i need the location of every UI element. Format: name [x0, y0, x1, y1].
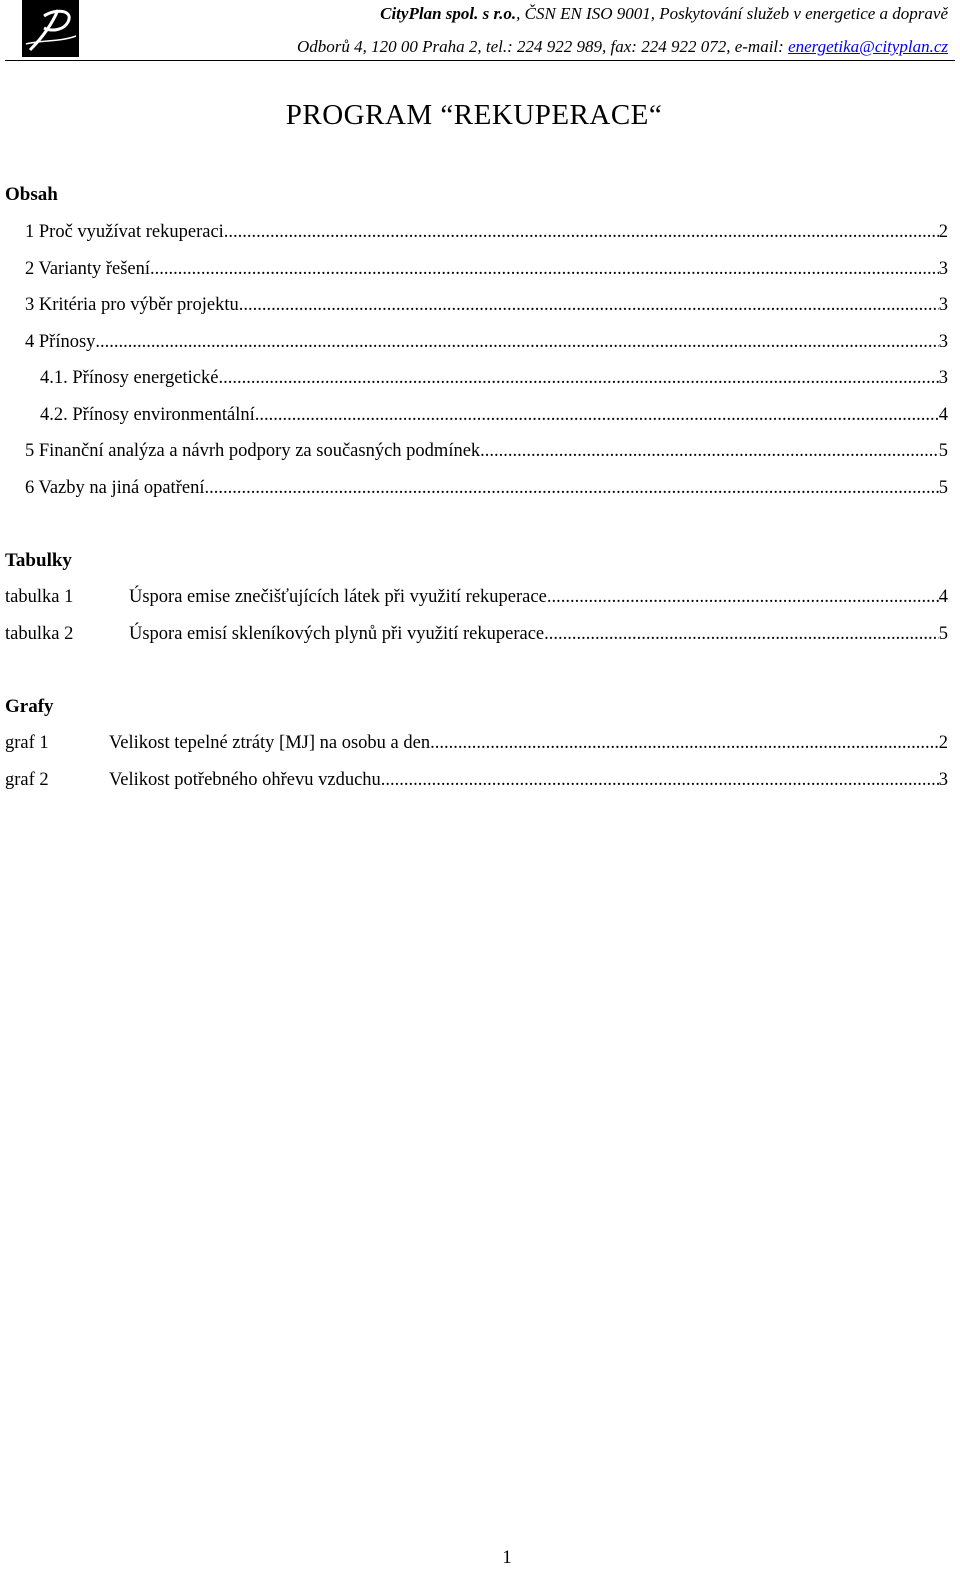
header-divider	[5, 60, 955, 61]
table-number: tabulka 1	[5, 587, 74, 607]
graph-number: graf 1	[5, 733, 49, 753]
toc-entry[interactable]	[25, 478, 948, 502]
toc-entry-label: 3 Kritéria pro výběr projektu	[25, 295, 239, 315]
toc-entry-page: 5	[938, 478, 948, 498]
table-list-entry[interactable]	[5, 587, 948, 611]
toc-entry[interactable]	[25, 259, 948, 283]
toc-dot-leader	[239, 295, 939, 316]
table-page: 5	[938, 624, 948, 644]
tables-heading: Tabulky	[5, 550, 72, 571]
document-title: PROGRAM “REKUPERACE“	[285, 99, 663, 131]
toc-entry-label: 6 Vazby na jiná opatření	[25, 478, 205, 498]
graph-page: 3	[938, 770, 948, 790]
toc-entry[interactable]	[25, 222, 948, 246]
table-list-entry[interactable]	[5, 624, 948, 648]
header-contact-line	[0, 37, 948, 57]
table-number: tabulka 2	[5, 624, 74, 644]
toc-entry[interactable]	[40, 368, 948, 392]
table-caption: Úspora emise znečišťujících látek při využití rekuperace	[129, 587, 547, 607]
toc-entry-label: 1 Proč využívat rekuperaci	[25, 222, 224, 242]
toc-entry-page: 5	[938, 441, 948, 461]
graph-number: graf 2	[5, 770, 49, 790]
contact-address: Odborů 4, 120 00 Praha 2, tel.: 224 922 989, fax: 224 922 072, e-mail:	[296, 37, 789, 56]
toc-entry[interactable]	[25, 441, 948, 465]
table-caption: Úspora emisí skleníkových plynů při využití rekuperace	[129, 624, 545, 644]
toc-entry[interactable]	[25, 295, 948, 319]
toc-dot-leader	[544, 624, 939, 645]
graph-caption: Velikost potřebného ohřevu vzduchu	[109, 770, 381, 790]
graph-list-entry[interactable]	[5, 770, 948, 794]
toc-dot-leader	[430, 733, 939, 754]
toc-entry-label: 2 Varianty řešení	[25, 259, 151, 279]
graph-list-entry[interactable]	[5, 733, 948, 757]
header-company-line	[0, 4, 948, 24]
graph-page: 2	[938, 733, 948, 753]
toc-entry-label: 4 Přínosy	[25, 332, 96, 352]
toc-entry-label: 5 Finanční analýza a návrh podpory za současných podmínek	[25, 441, 481, 461]
toc-entry-page: 3	[938, 368, 948, 388]
toc-entry-page: 4	[938, 405, 948, 425]
toc-entry[interactable]	[40, 405, 948, 429]
toc-dot-leader	[547, 587, 939, 608]
toc-dot-leader	[204, 478, 938, 499]
toc-dot-leader	[255, 405, 939, 426]
graphs-heading: Grafy	[5, 696, 54, 717]
company-name: CityPlan spol. s r.o.	[380, 4, 517, 23]
table-page: 4	[938, 587, 948, 607]
email-link[interactable]: energetika@cityplan.cz	[788, 37, 948, 56]
contents-heading: Obsah	[5, 184, 58, 205]
toc-entry-page: 3	[938, 332, 948, 352]
toc-entry-page: 3	[938, 295, 948, 315]
toc-entry-page: 2	[938, 222, 948, 242]
toc-dot-leader	[224, 222, 939, 243]
toc-entry-label: 4.2. Přínosy environmentální	[40, 405, 255, 425]
toc-entry-page: 3	[938, 259, 948, 279]
toc-dot-leader	[150, 259, 939, 280]
graph-caption: Velikost tepelné ztráty [MJ] na osobu a den	[109, 733, 431, 753]
toc-dot-leader	[381, 770, 939, 791]
toc-dot-leader	[480, 441, 939, 462]
toc-entry[interactable]	[25, 332, 948, 356]
toc-dot-leader	[218, 368, 938, 389]
toc-entry-label: 4.1. Přínosy energetické	[40, 368, 219, 388]
company-certification: , ČSN EN ISO 9001, Poskytování služeb v energetice a dopravě	[516, 4, 948, 23]
page-number: 1	[502, 1547, 512, 1568]
toc-dot-leader	[95, 332, 938, 353]
